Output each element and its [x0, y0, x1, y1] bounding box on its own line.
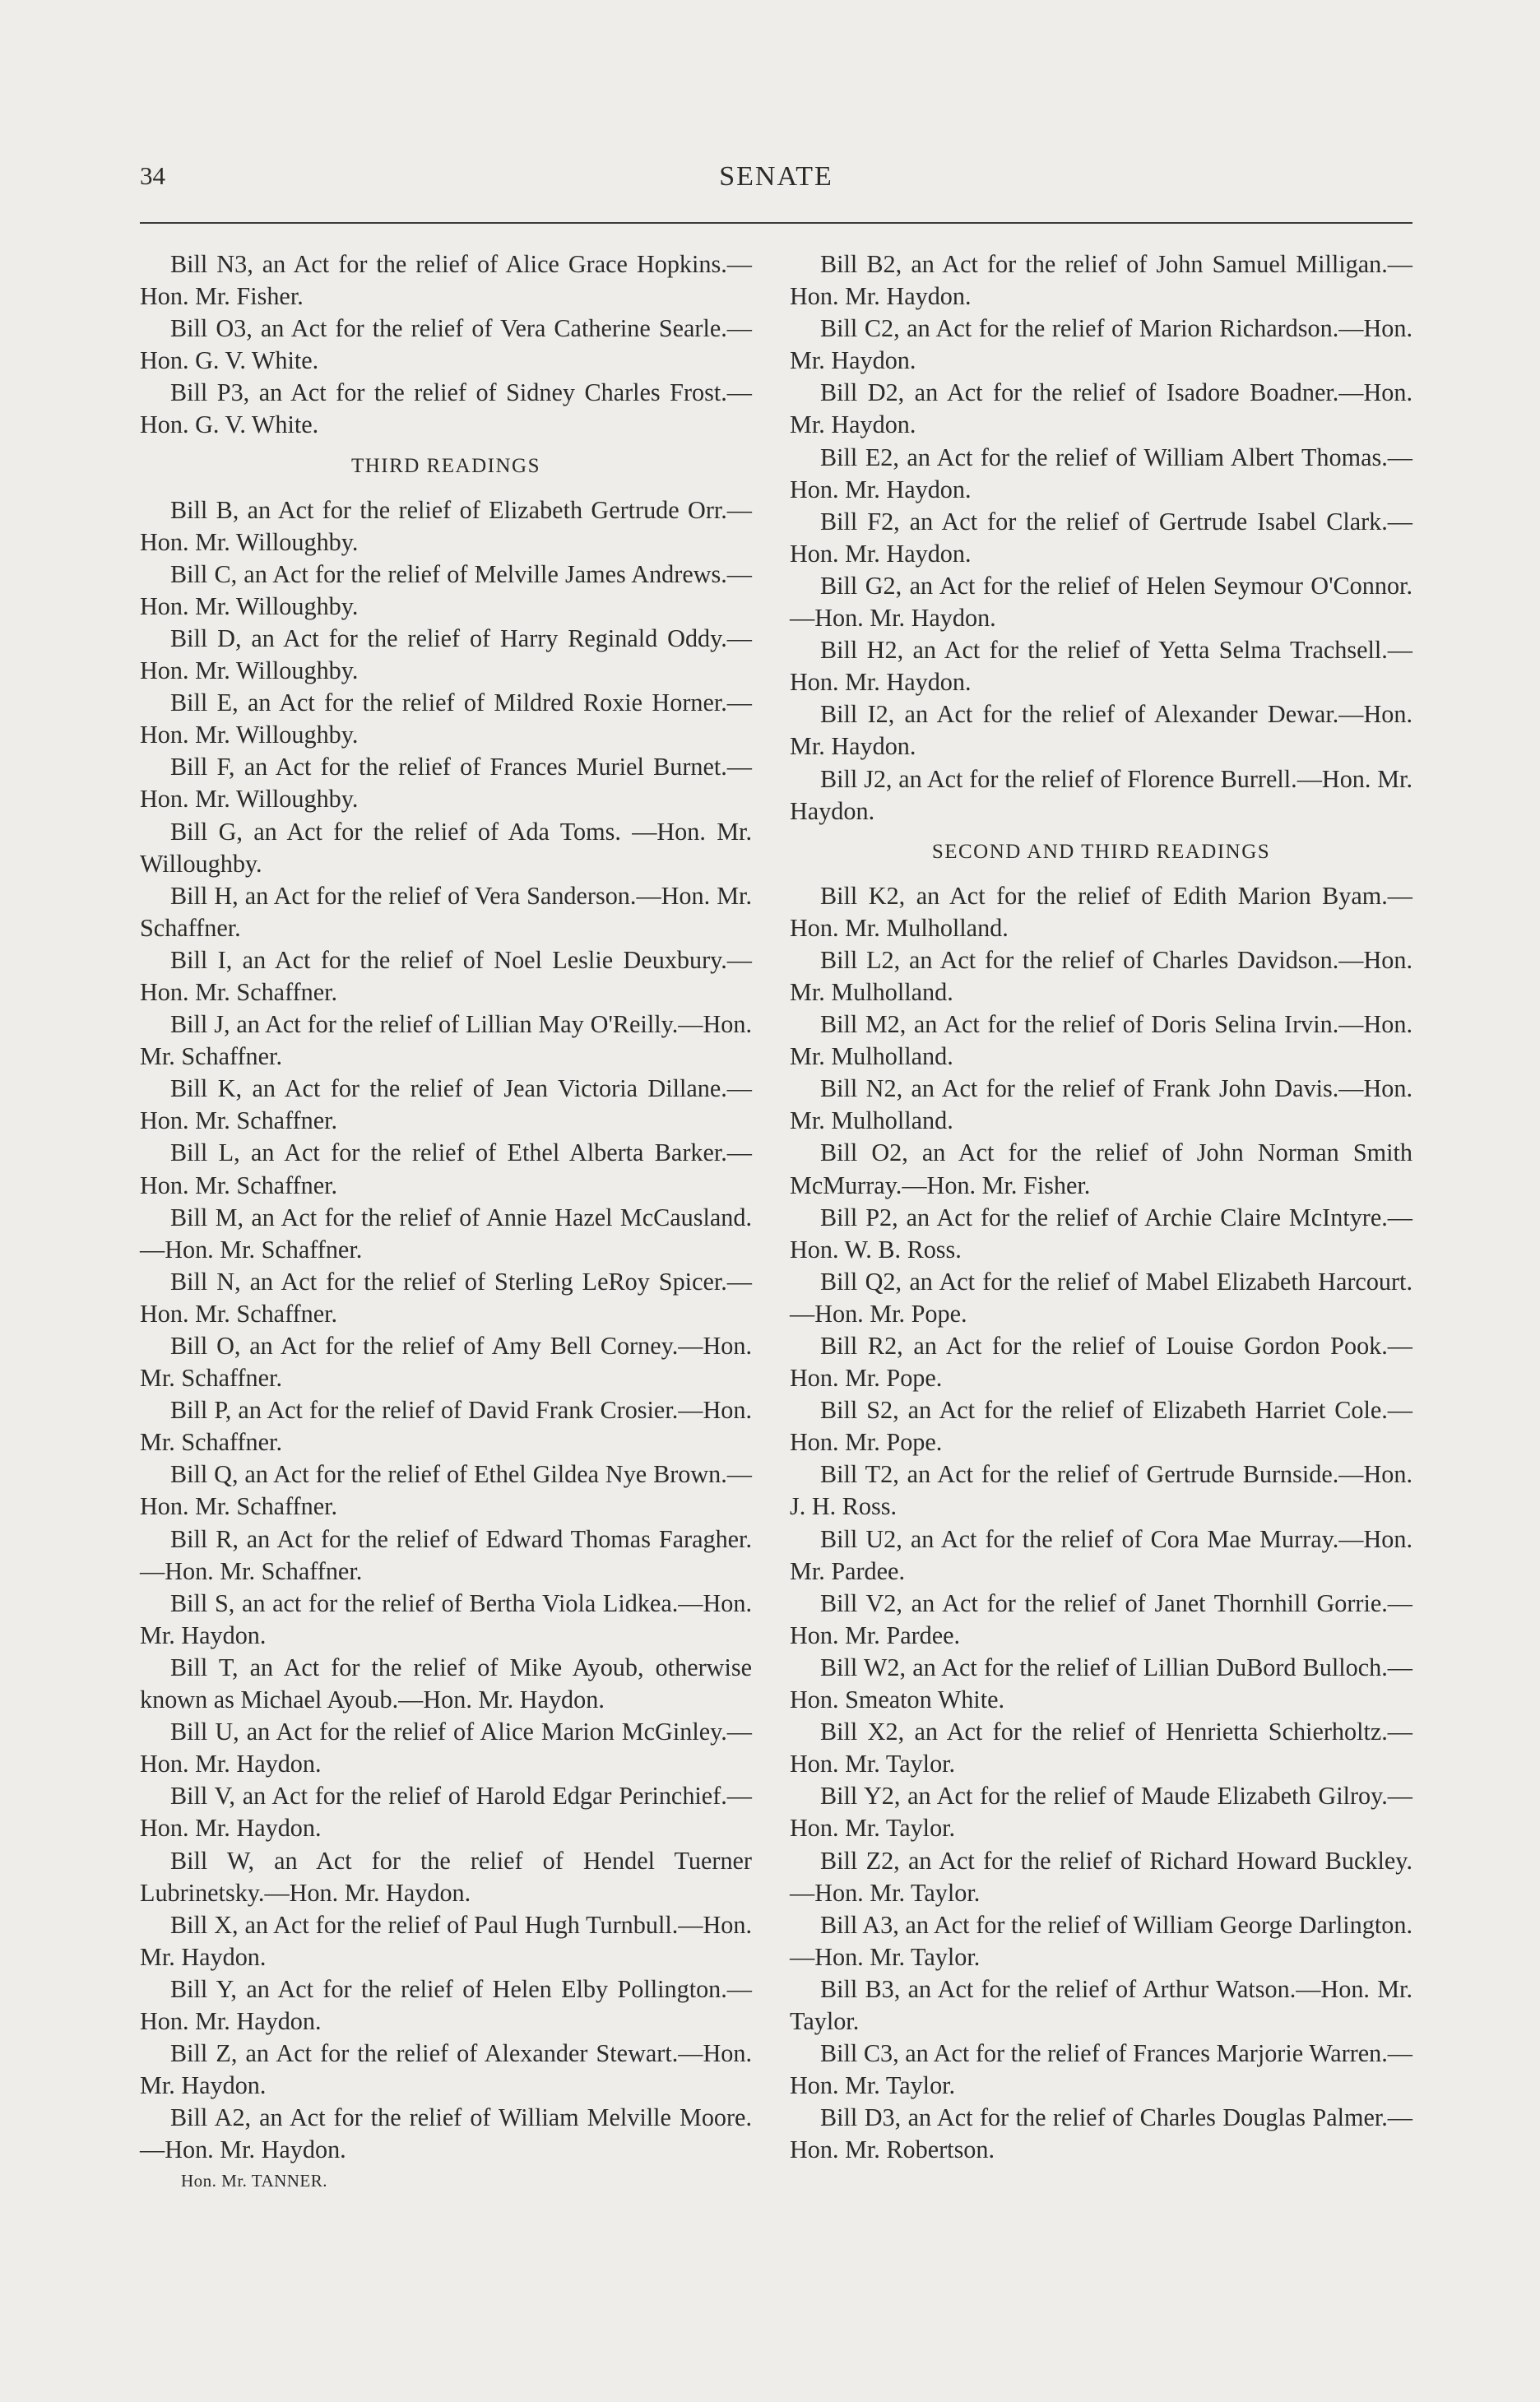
bill-entry: Bill J2, an Act for the relief of Florence Burrell.—Hon. Mr. Haydon.	[790, 764, 1412, 825]
bill-entry: Bill G, an Act for the relief of Ada Toms. —Hon. Mr. Willoughby.	[140, 817, 752, 878]
bill-entry: Bill C, an Act for the relief of Melville James Andrews.—Hon. Mr. Willoughby.	[140, 559, 752, 620]
bill-entry: Bill O3, an Act for the relief of Vera Catherine Searle.—Hon. G. V. White.	[140, 314, 752, 375]
right-column	[790, 248, 1412, 2166]
bill-entry: Bill P2, an Act for the relief of Archie Claire McIntyre.—Hon. W. B. Ross.	[790, 1203, 1412, 1264]
bill-entry: Bill E, an Act for the relief of Mildred Roxie Horner.—Hon. Mr. Willoughby.	[140, 689, 752, 749]
bill-entry: Bill N2, an Act for the relief of Frank John Davis.—Hon. Mr. Mulholland.	[790, 1074, 1412, 1135]
bill-entry: Bill A2, an Act for the relief of William Melville Moore.—Hon. Mr. Haydon.	[140, 2103, 752, 2164]
bill-entry: Bill J, an Act for the relief of Lillian May O'Reilly.—Hon. Mr. Schaffner.	[140, 1010, 752, 1071]
bill-entry: Bill I2, an Act for the relief of Alexander Dewar.—Hon. Mr. Haydon.	[790, 700, 1412, 761]
bill-entry: Bill L2, an Act for the relief of Charles Davidson.—Hon. Mr. Mulholland.	[790, 945, 1412, 1006]
left-entries	[140, 494, 752, 2167]
bill-entry: Bill P3, an Act for the relief of Sidney Charles Frost.—Hon. G. V. White.	[140, 378, 752, 439]
bill-entry: Bill W2, an Act for the relief of Lillian DuBord Bulloch.—Hon. Smeaton White.	[790, 1653, 1412, 1714]
bill-entry: Bill B2, an Act for the relief of John Samuel Milligan.—Hon. Mr. Haydon.	[790, 250, 1412, 311]
bill-entry: Bill Y, an Act for the relief of Helen Elby Pollington.—Hon. Mr. Haydon.	[140, 1974, 752, 2035]
bill-entry: Bill D2, an Act for the relief of Isadore Boadner.—Hon. Mr. Haydon.	[790, 378, 1412, 439]
bill-entry: Bill C2, an Act for the relief of Marion Richardson.—Hon. Mr. Haydon.	[790, 314, 1412, 375]
bill-entry: Bill N3, an Act for the relief of Alice Grace Hopkins.—Hon. Mr. Fisher.	[140, 250, 752, 311]
bill-entry: Bill E2, an Act for the relief of William Albert Thomas.—Hon. Mr. Haydon.	[790, 443, 1412, 503]
bill-entry: Bill X, an Act for the relief of Paul Hugh Turnbull.—Hon. Mr. Haydon.	[140, 1910, 752, 1971]
bill-entry: Bill F, an Act for the relief of Frances Muriel Burnet.—Hon. Mr. Willoughby.	[140, 753, 752, 814]
bill-entry: Bill F2, an Act for the relief of Gertrude Isabel Clark.—Hon. Mr. Haydon.	[790, 507, 1412, 568]
bill-entry: Bill W, an Act for the relief of Hendel Tuerner Lubrinetsky.—Hon. Mr. Haydon.	[140, 1846, 752, 1907]
bill-entry: Bill V, an Act for the relief of Harold Edgar Perinchief.—Hon. Mr. Haydon.	[140, 1782, 752, 1843]
page-header	[140, 161, 1412, 202]
left-entries-top	[140, 248, 752, 442]
bill-entry: Bill U2, an Act for the relief of Cora Mae Murray.—Hon. Mr. Pardee.	[790, 1524, 1412, 1585]
bill-entry: Bill R2, an Act for the relief of Louise Gordon Pook.—Hon. Mr. Pope.	[790, 1332, 1412, 1393]
bill-entry: Bill A3, an Act for the relief of William George Darlington.—Hon. Mr. Taylor.	[790, 1910, 1412, 1971]
bill-entry: Bill T2, an Act for the relief of Gertrude Burnside.—Hon. J. H. Ross.	[790, 1460, 1412, 1521]
bill-entry: Bill H, an Act for the relief of Vera Sanderson.—Hon. Mr. Schaffner.	[140, 881, 752, 942]
bill-entry: Bill P, an Act for the relief of David Frank Crosier.—Hon. Mr. Schaffner.	[140, 1396, 752, 1457]
bill-entry: Bill O, an Act for the relief of Amy Bell Corney.—Hon. Mr. Schaffner.	[140, 1332, 752, 1393]
bill-entry: Bill N, an Act for the relief of Sterling LeRoy Spicer.—Hon. Mr. Schaffner.	[140, 1267, 752, 1328]
bill-entry: Bill R, an Act for the relief of Edward Thomas Faragher.—Hon. Mr. Schaffner.	[140, 1524, 752, 1585]
bill-entry: Bill S2, an Act for the relief of Elizabeth Harriet Cole.—Hon. Mr. Pope.	[790, 1396, 1412, 1457]
bill-entry: Bill S, an act for the relief of Bertha Viola Lidkea.—Hon. Mr. Haydon.	[140, 1588, 752, 1649]
left-column	[140, 248, 752, 2194]
bill-entry: Bill Y2, an Act for the relief of Maude Elizabeth Gilroy.—Hon. Mr. Taylor.	[790, 1782, 1412, 1843]
bill-entry: Bill Q, an Act for the relief of Ethel Gildea Nye Brown.—Hon. Mr. Schaffner.	[140, 1460, 752, 1521]
bill-entry: Bill Z, an Act for the relief of Alexander Stewart.—Hon. Mr. Haydon.	[140, 2039, 752, 2100]
bill-entry: Bill Z2, an Act for the relief of Richard Howard Buckley.—Hon. Mr. Taylor.	[790, 1846, 1412, 1907]
bill-entry: Bill C3, an Act for the relief of Frances Marjorie Warren.—Hon. Mr. Taylor.	[790, 2039, 1412, 2100]
bill-entry: Bill U, an Act for the relief of Alice Marion McGinley.—Hon. Mr. Haydon.	[140, 1718, 752, 1778]
footnote: Hon. Mr. TANNER.	[181, 2171, 328, 2191]
bill-entry: Bill D3, an Act for the relief of Charles Douglas Palmer.—Hon. Mr. Robertson.	[790, 2103, 1412, 2164]
bill-entry: Bill D, an Act for the relief of Harry Reginald Oddy.—Hon. Mr. Willoughby.	[140, 624, 752, 685]
bill-entry: Bill K, an Act for the relief of Jean Victoria Dillane.—Hon. Mr. Schaffner.	[140, 1074, 752, 1135]
right-entries	[790, 880, 1412, 2167]
bill-entry: Bill L, an Act for the relief of Ethel Alberta Barker.—Hon. Mr. Schaffner.	[140, 1138, 752, 1199]
bill-entry: Bill B, an Act for the relief of Elizabeth Gertrude Orr.—Hon. Mr. Willoughby.	[140, 495, 752, 556]
bill-entry: Bill B3, an Act for the relief of Arthur Watson.—Hon. Mr. Taylor.	[790, 1974, 1412, 2035]
bill-entry: Bill K2, an Act for the relief of Edith Marion Byam.—Hon. Mr. Mulholland.	[790, 881, 1412, 942]
bill-entry: Bill Q2, an Act for the relief of Mabel Elizabeth Harcourt.—Hon. Mr. Pope.	[790, 1267, 1412, 1328]
page-number: 34	[140, 161, 165, 190]
bill-entry: Bill I, an Act for the relief of Noel Leslie Deuxbury.—Hon. Mr. Schaffner.	[140, 945, 752, 1006]
bill-entry: Bill G2, an Act for the relief of Helen Seymour O'Connor.—Hon. Mr. Haydon.	[790, 571, 1412, 633]
bill-entry: Bill H2, an Act for the relief of Yetta Selma Trachsell.—Hon. Mr. Haydon.	[790, 636, 1412, 697]
running-title: SENATE	[719, 161, 833, 192]
bill-entry: Bill O2, an Act for the relief of John Norman Smith McMurray.—Hon. Mr. Fisher.	[790, 1138, 1412, 1199]
bill-entry: Bill T, an Act for the relief of Mike Ayoub, otherwise known as Michael Ayoub.—Hon. Mr. Haydon.	[140, 1653, 752, 1714]
bill-entry: Bill X2, an Act for the relief of Henrietta Schierholtz.—Hon. Mr. Taylor.	[790, 1718, 1412, 1778]
bill-entry: Bill M2, an Act for the relief of Doris Selina Irvin.—Hon. Mr. Mulholland.	[790, 1010, 1412, 1071]
section-heading-second-and-third-readings: SECOND AND THIRD READINGS	[931, 840, 1271, 863]
right-entries-top	[790, 248, 1412, 828]
header-rule	[140, 222, 1412, 224]
bill-entry: Bill V2, an Act for the relief of Janet Thornhill Gorrie.—Hon. Mr. Pardee.	[790, 1588, 1412, 1649]
bill-entry: Bill M, an Act for the relief of Annie Hazel McCausland.—Hon. Mr. Schaffner.	[140, 1203, 752, 1264]
section-heading-third-readings: THIRD READINGS	[350, 454, 541, 477]
